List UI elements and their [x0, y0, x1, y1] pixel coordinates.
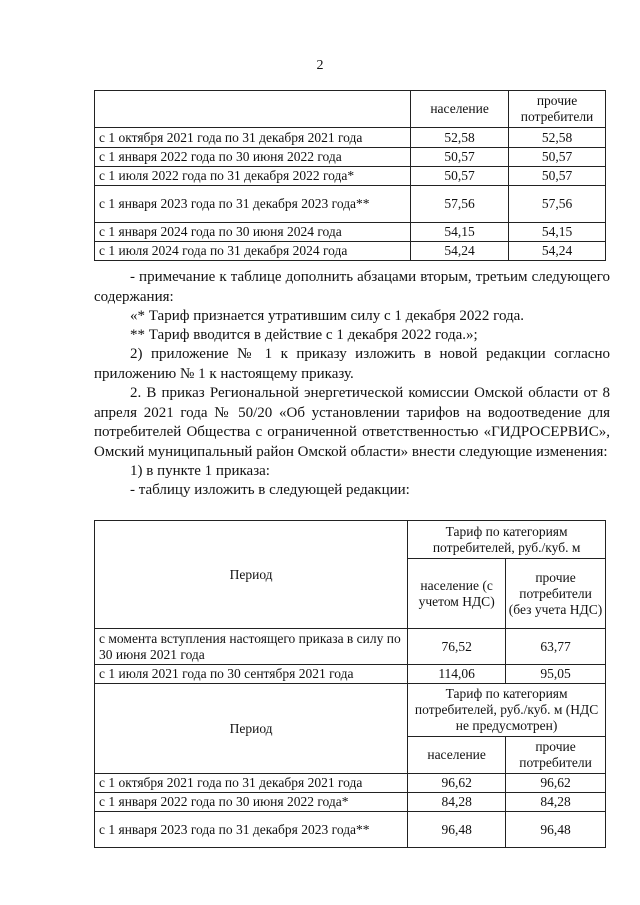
- table-intro-paragraph: - таблицу изложить в следующей редакции:: [130, 482, 410, 498]
- value-other: 96,48: [506, 812, 606, 848]
- period-cell: с 1 июля 2021 года по 30 сентября 2021 года: [95, 665, 408, 684]
- period-cell: с 1 октября 2021 года по 31 декабря 2021 года: [95, 774, 408, 793]
- value-other: 54,24: [509, 242, 606, 261]
- table-row: [95, 665, 606, 684]
- period-cell: с 1 января 2024 года по 30 июня 2024 года: [95, 223, 411, 242]
- period-cell: с момента вступления настоящего приказа в силу по 30 июня 2021 года: [95, 629, 408, 665]
- value-other: 57,56: [509, 186, 606, 223]
- table-row: [95, 186, 606, 223]
- group1-header-row: [95, 521, 606, 559]
- header-population-vat: население (с учетом НДС): [408, 559, 506, 629]
- header-other-consumers: прочие потребители: [506, 737, 606, 774]
- note-paragraph: - примечание к таблице дополнить абзацами вторым, третьим следующего содержания:: [94, 269, 610, 305]
- period-cell: с 1 января 2023 года по 31 декабря 2023 года**: [95, 186, 411, 223]
- period-cell: с 1 января 2022 года по 30 июня 2022 года: [95, 148, 411, 167]
- tariff-table-new: [94, 520, 606, 848]
- period-cell: с 1 июля 2022 года по 31 декабря 2022 года*: [95, 167, 411, 186]
- header-population: население: [408, 737, 506, 774]
- table-row: [95, 223, 606, 242]
- value-other: 63,77: [506, 629, 606, 665]
- group2-header-row: [95, 684, 606, 737]
- footnote-one: «* Тариф признается утратившим силу с 1 декабря 2022 года.: [130, 308, 525, 324]
- value-population: 54,15: [411, 223, 509, 242]
- value-other: 52,58: [509, 128, 606, 148]
- table-row: [95, 793, 606, 812]
- value-population: 52,58: [411, 128, 509, 148]
- value-other: 50,57: [509, 148, 606, 167]
- tariff-group-header: Тариф по категориям потребителей, руб./куб. м (НДС не предусмотрен): [408, 684, 606, 737]
- period-cell: с 1 октября 2021 года по 31 декабря 2021 года: [95, 128, 411, 148]
- table-row: [95, 128, 606, 148]
- value-population: 114,06: [408, 665, 506, 684]
- value-population: 96,48: [408, 812, 506, 848]
- header-other-consumers: прочие потребители: [509, 91, 606, 128]
- header-empty-cell: [95, 91, 411, 128]
- value-other: 84,28: [506, 793, 606, 812]
- value-other: 95,05: [506, 665, 606, 684]
- header-population: население: [411, 91, 509, 128]
- period-cell: с 1 июля 2024 года по 31 декабря 2024 года: [95, 242, 411, 261]
- tariff-group-header: Тариф по категориям потребителей, руб./куб. м: [408, 521, 606, 559]
- value-population: 96,62: [408, 774, 506, 793]
- value-other: 54,15: [509, 223, 606, 242]
- period-cell: с 1 января 2023 года по 31 декабря 2023 года**: [95, 812, 408, 848]
- value-population: 76,52: [408, 629, 506, 665]
- order-amendment-paragraph: 2. В приказ Региональной энергетической комиссии Омской области от 8 апреля 2021 года № 50/20 «Об установлении тарифов на водоотведение для потребителей Общества с ограниченной ответственностью «ГИДРОСЕРВИС», Омский муниципальный район Омской области» внести следующие изменения:: [94, 385, 610, 460]
- item-one-paragraph: 1) в пункте 1 приказа:: [130, 463, 270, 479]
- table-row: [95, 629, 606, 665]
- header-other-no-vat: прочие потребители (без учета НДС): [506, 559, 606, 629]
- appendix-paragraph: 2) приложение № 1 к приказу изложить в новой редакции согласно приложению № 1 к настоящему приказу.: [94, 346, 610, 382]
- table-row: [95, 167, 606, 186]
- table-row: [95, 812, 606, 848]
- period-cell: с 1 января 2022 года по 30 июня 2022 года*: [95, 793, 408, 812]
- value-other: 96,62: [506, 774, 606, 793]
- value-population: 57,56: [411, 186, 509, 223]
- value-population: 54,24: [411, 242, 509, 261]
- table-header-row: [95, 91, 606, 128]
- period-header: Период: [95, 684, 408, 774]
- page-number: 2: [316, 58, 324, 73]
- value-population: 50,57: [411, 167, 509, 186]
- footnote-two: ** Тариф вводится в действие с 1 декабря 2022 года.»;: [130, 327, 478, 343]
- table-row: [95, 774, 606, 793]
- period-header: Период: [95, 521, 408, 629]
- table-row: [95, 148, 606, 167]
- value-population: 84,28: [408, 793, 506, 812]
- value-population: 50,57: [411, 148, 509, 167]
- table-row: [95, 242, 606, 261]
- value-other: 50,57: [509, 167, 606, 186]
- tariff-table-continued: [94, 90, 606, 261]
